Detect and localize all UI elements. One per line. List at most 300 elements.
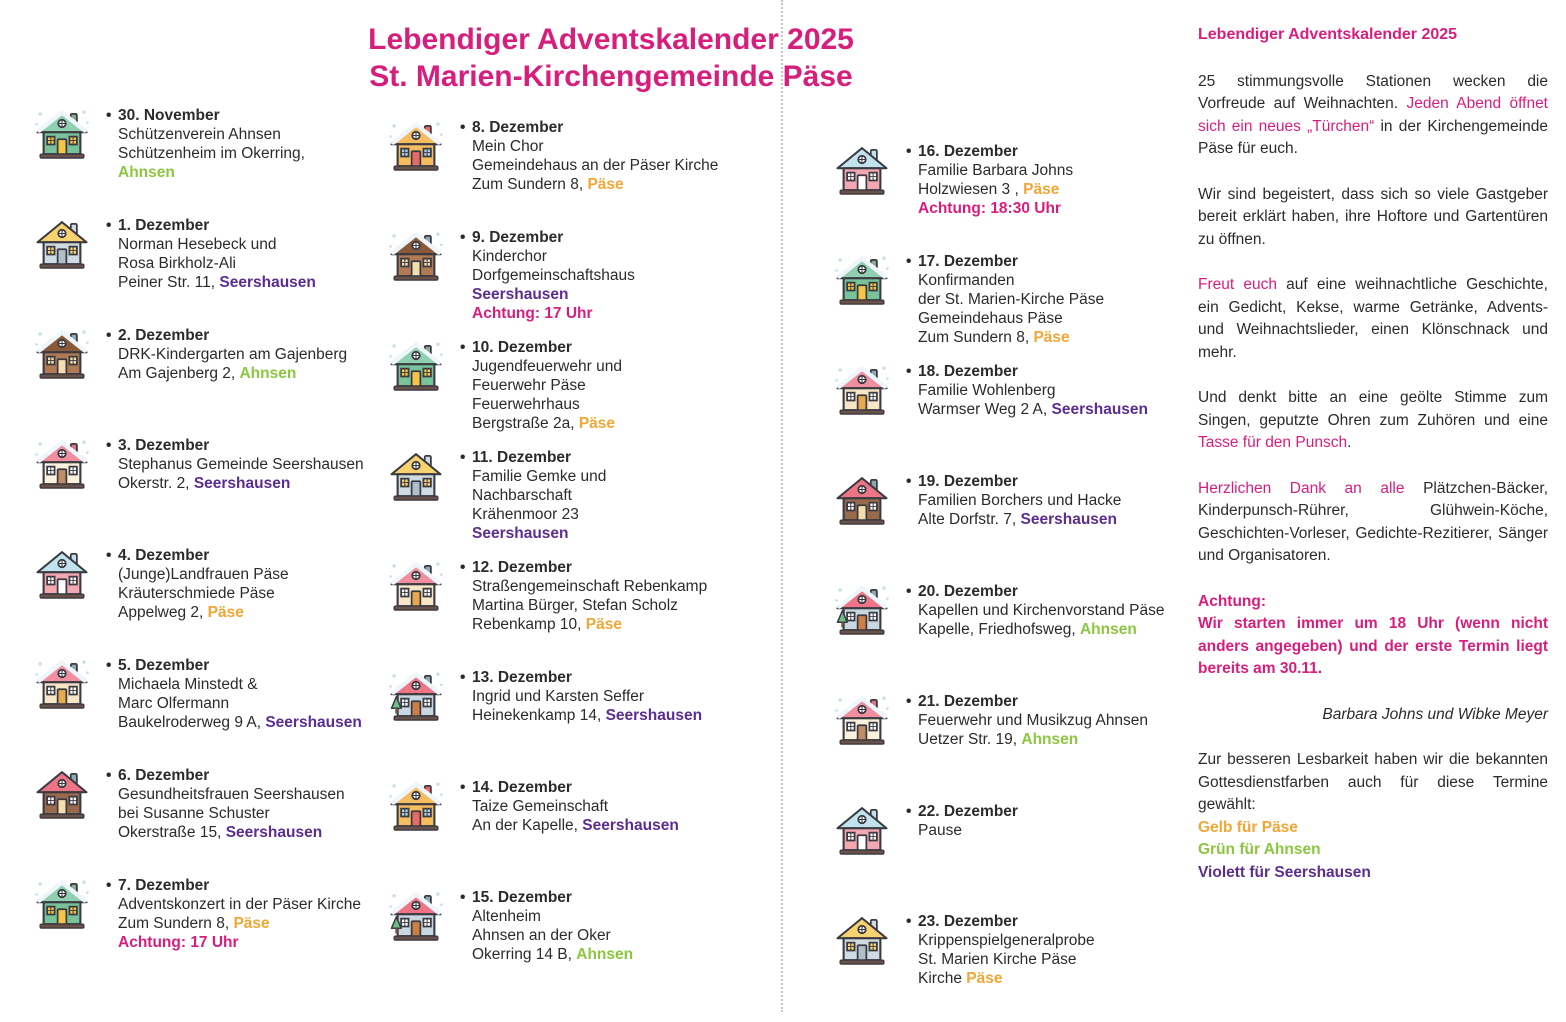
calendar-entry — [834, 802, 1190, 912]
entry-text — [906, 802, 1018, 840]
entry-line — [472, 285, 635, 304]
entry-date — [106, 216, 316, 235]
entry-line — [118, 565, 289, 584]
entry-line — [918, 711, 1148, 730]
house-icon — [34, 656, 92, 712]
bullet-icon: • — [460, 559, 466, 576]
entry-text — [460, 558, 707, 634]
text-segment: An der Kapelle, — [472, 817, 583, 834]
text-segment: Appelweg 2, — [118, 604, 208, 621]
entry-text — [460, 888, 633, 964]
text-segment: Adventskonzert in der Päser Kirche — [118, 896, 361, 913]
entry-line — [472, 615, 707, 634]
text-segment: Achtung: 17 Uhr — [118, 934, 239, 951]
entry-date-label: 13. Dezember — [472, 669, 572, 686]
text-segment: Martina Bürger, Stefan Scholz — [472, 597, 678, 614]
entry-date-label: 8. Dezember — [472, 119, 564, 136]
entry-line — [118, 914, 361, 933]
text-segment: Rosa Birkholz-Ali — [118, 255, 237, 272]
entry-date-label: 14. Dezember — [472, 779, 572, 796]
entry-text — [460, 448, 606, 543]
entry-date-label: 19. Dezember — [918, 473, 1018, 490]
entry-line — [118, 254, 316, 273]
text-segment: Ahnsen — [576, 946, 634, 963]
text-segment: Familie Barbara Johns — [918, 162, 1074, 179]
bullet-icon: • — [106, 657, 112, 674]
house-icon — [388, 778, 446, 834]
entry-line — [472, 687, 702, 706]
text-segment: Herzlichen Dank an alle — [1198, 479, 1405, 497]
bullet-icon: • — [460, 779, 466, 796]
text-segment: auf eine weihnachtliche Geschichte, ein Gedicht, Kekse, warme Getränke, Advents- und Weihnachtslieder, einen Klönschnack und mehr. — [1198, 276, 1548, 361]
entry-date-label: 6. Dezember — [118, 767, 210, 784]
entry-line — [918, 161, 1073, 180]
paragraph-line — [1198, 387, 1548, 455]
entry-line — [118, 345, 347, 364]
entry-text — [106, 766, 345, 842]
entry-line — [118, 713, 362, 732]
entry-text — [460, 338, 622, 433]
paragraph-line — [1198, 71, 1548, 161]
entry-date — [460, 448, 606, 467]
entry-date-label: 5. Dezember — [118, 657, 210, 674]
entry-line — [472, 524, 606, 543]
entry-date — [906, 472, 1121, 491]
text-segment: Päse — [233, 915, 270, 932]
paragraph-line — [1198, 817, 1548, 840]
entry-line — [472, 414, 622, 433]
text-segment: Krippenspielgeneralprobe — [918, 932, 1095, 949]
text-segment: Heinekenkamp 14, — [472, 707, 606, 724]
text-segment: Päse — [207, 604, 244, 621]
text-segment: Seershausen — [1020, 511, 1118, 528]
entry-line — [118, 895, 361, 914]
entry-text — [106, 436, 364, 493]
text-segment: Am Gajenberg 2, — [118, 365, 240, 382]
entry-line — [472, 486, 606, 505]
entry-date-label: 17. Dezember — [918, 253, 1018, 270]
entry-line — [918, 400, 1148, 419]
entry-line — [472, 156, 718, 175]
entry-text — [906, 912, 1095, 988]
paragraph-line — [1198, 591, 1548, 614]
entry-line — [918, 950, 1095, 969]
bullet-icon: • — [906, 473, 912, 490]
entry-date — [106, 546, 289, 565]
entry-text — [460, 778, 679, 835]
entry-date — [460, 558, 707, 577]
text-segment: Kräuterschmiede Päse — [118, 585, 275, 602]
entry-text — [906, 472, 1121, 529]
entry-text — [106, 216, 316, 292]
entry-line — [472, 926, 633, 945]
text-segment: Violett für Seershausen — [1198, 863, 1371, 881]
entry-line — [472, 706, 702, 725]
text-segment: Zur besseren Lesbarkeit haben wir die bekannten Gottesdienstfarben auch für diese Termine gewählt: — [1198, 751, 1548, 813]
entry-text — [906, 582, 1164, 639]
house-icon — [388, 448, 446, 504]
text-segment: Familie Gemke und — [472, 468, 607, 485]
entry-date-label: 22. Dezember — [918, 803, 1018, 820]
house-icon — [834, 252, 892, 308]
text-segment: Zum Sundern 8, — [472, 176, 588, 193]
entry-line — [118, 933, 361, 952]
entry-text — [106, 326, 347, 383]
calendar-entry — [834, 362, 1190, 472]
text-segment: Nachbarschaft — [472, 487, 572, 504]
info-paragraph — [1198, 274, 1548, 364]
bullet-icon: • — [460, 449, 466, 466]
text-segment: Schützenheim im Okerring, — [118, 145, 305, 162]
entry-date-label: 30. November — [118, 107, 220, 124]
text-segment: Warmser Weg 2 A, — [918, 401, 1052, 418]
house-icon — [34, 436, 92, 492]
entry-line — [118, 603, 289, 622]
text-segment: Okerstr. 2, — [118, 475, 194, 492]
house-icon — [388, 558, 446, 614]
info-panel-heading: Lebendiger Adventskalender 2025 — [1198, 26, 1458, 43]
entry-date-label: 15. Dezember — [472, 889, 572, 906]
calendar-entry — [388, 668, 744, 778]
entry-date-label: 18. Dezember — [918, 363, 1018, 380]
entry-line — [918, 969, 1095, 988]
text-segment: Jeden Abend öffnet sich ein neues „Türchen“ — [1198, 95, 1548, 135]
paragraph-line — [1198, 478, 1548, 568]
text-segment: Bergstraße 2a, — [472, 415, 579, 432]
text-segment: Ahnsen an der Oker — [472, 927, 611, 944]
calendar-entry — [388, 118, 744, 228]
calendar-entry — [34, 876, 390, 986]
text-segment: Alte Dorfstr. 7, — [918, 511, 1021, 528]
fold-line — [781, 0, 783, 1012]
entry-date-label: 11. Dezember — [472, 449, 572, 466]
house-icon — [34, 876, 92, 932]
calendar-entry — [388, 888, 744, 998]
calendar-entry — [834, 252, 1190, 362]
entry-line — [472, 395, 622, 414]
entry-line — [918, 309, 1104, 328]
text-segment: St. Marien Kirche Päse — [918, 951, 1077, 968]
house-icon — [834, 472, 892, 528]
calendar-entry — [34, 106, 390, 216]
text-segment: DRK-Kindergarten am Gajenberg — [118, 346, 348, 363]
entry-date-label: 1. Dezember — [118, 217, 210, 234]
info-paragraph — [1198, 591, 1548, 681]
entry-date — [106, 326, 347, 345]
calendar-entry — [834, 912, 1190, 1022]
page-title-line2: St. Marien-Kirchengemeinde Päse — [369, 59, 853, 93]
bullet-icon: • — [106, 877, 112, 894]
house-icon — [34, 546, 92, 602]
entry-text — [106, 106, 305, 182]
entry-line — [918, 491, 1121, 510]
bullet-icon: • — [906, 583, 912, 600]
bullet-icon: • — [460, 889, 466, 906]
entry-date — [460, 888, 633, 907]
calendar-entry — [388, 778, 744, 888]
entry-line — [918, 620, 1164, 639]
entry-text — [106, 546, 289, 622]
entry-date — [106, 436, 364, 455]
text-segment: Okerstraße 15, — [118, 824, 226, 841]
house-icon — [834, 912, 892, 968]
entry-date-label: 20. Dezember — [918, 583, 1018, 600]
entry-text — [460, 668, 702, 725]
calendar-entry — [34, 436, 390, 546]
entry-line — [472, 505, 606, 524]
entry-line — [472, 907, 633, 926]
text-segment: in der Kirchengemeinde Päse für euch. — [1198, 117, 1548, 157]
entry-text — [106, 876, 361, 952]
entry-line — [118, 455, 364, 474]
text-segment: Achtung: 17 Uhr — [472, 305, 593, 322]
text-segment: Seershausen — [1051, 401, 1149, 418]
entry-date-label: 10. Dezember — [472, 339, 572, 356]
entry-date — [460, 228, 635, 247]
paragraph-line — [1198, 839, 1548, 862]
entry-text — [906, 362, 1148, 419]
text-segment: Zum Sundern 8, — [118, 915, 234, 932]
entry-line — [472, 376, 622, 395]
text-segment: Päse — [578, 415, 616, 432]
text-segment: Seershausen — [265, 714, 362, 731]
text-segment: Tasse für den Punsch — [1198, 434, 1348, 451]
entry-line — [918, 271, 1104, 290]
entry-date — [906, 142, 1073, 161]
bullet-icon: • — [906, 803, 912, 820]
text-segment: Feuerwehr Päse — [472, 377, 586, 394]
entry-line — [472, 797, 679, 816]
house-icon — [834, 582, 892, 638]
text-segment: Taize Gemeinschaft — [472, 798, 609, 815]
info-paragraph — [1198, 71, 1548, 161]
text-segment: 25 stimmungsvolle Stationen wecken die Vorfreude auf Weihnachten. — [1198, 72, 1548, 112]
house-icon — [34, 106, 92, 162]
text-segment: Kinderchor — [472, 248, 547, 265]
entry-date-label: 21. Dezember — [918, 693, 1018, 710]
bullet-icon: • — [906, 253, 912, 270]
text-segment: Uetzer Str. 19, — [918, 731, 1022, 748]
entry-line — [472, 596, 707, 615]
text-segment: Pause — [918, 822, 962, 839]
entry-line — [118, 163, 305, 182]
house-icon — [388, 888, 446, 944]
entry-line — [472, 304, 635, 323]
entry-text — [460, 228, 635, 323]
text-segment: Familien Borchers und Hacke — [918, 492, 1122, 509]
entry-date — [906, 582, 1164, 601]
entry-text — [906, 252, 1104, 347]
entry-text — [460, 118, 718, 194]
entry-line — [918, 601, 1164, 620]
text-segment: Freut euch — [1198, 276, 1277, 293]
entry-text — [106, 656, 362, 732]
text-segment: Feuerwehrhaus — [472, 396, 580, 413]
text-segment: Päse — [1023, 181, 1060, 198]
text-segment: Wir starten immer um 18 Uhr (wenn nicht anders angegeben) und der erste Termin liegt bereits am 30.11. — [1198, 615, 1548, 677]
text-segment: Seershausen — [219, 274, 316, 291]
text-segment: Kirche — [918, 970, 967, 987]
text-segment: Kapelle, Friedhofsweg, — [918, 621, 1080, 638]
text-segment: Feuerwehr und Musikzug Ahnsen — [918, 712, 1149, 729]
text-segment: Seershausen — [472, 525, 569, 542]
house-icon — [834, 362, 892, 418]
bullet-icon: • — [106, 217, 112, 234]
entry-date — [460, 778, 679, 797]
entry-date — [906, 912, 1095, 931]
info-paragraph — [1198, 704, 1548, 727]
calendar-entry — [34, 656, 390, 766]
entry-date-label: 9. Dezember — [472, 229, 564, 246]
calendar-entry — [834, 142, 1190, 252]
entry-line — [118, 584, 289, 603]
text-segment: Päse — [1033, 329, 1070, 346]
calendar-entry — [388, 338, 744, 448]
entry-line — [918, 381, 1148, 400]
text-segment: Barbara Johns und Wibke Meyer — [1322, 705, 1548, 723]
entry-line — [118, 125, 305, 144]
calendar-entry — [834, 692, 1190, 802]
entry-date — [106, 766, 345, 785]
entry-line — [918, 290, 1104, 309]
text-segment: Peiner Str. 11, — [118, 274, 220, 291]
entry-line — [918, 199, 1073, 218]
text-segment: Ahnsen — [1021, 731, 1079, 748]
calendar-entry — [34, 766, 390, 876]
calendar-entry — [388, 448, 744, 558]
bullet-icon: • — [106, 437, 112, 454]
text-segment: Dorfgemeinschaftshaus — [472, 267, 635, 284]
entry-date — [906, 362, 1148, 381]
house-icon — [34, 326, 92, 382]
entry-line — [472, 357, 622, 376]
calendar-entry — [34, 326, 390, 436]
paragraph-line — [1198, 274, 1548, 364]
house-icon — [834, 142, 892, 198]
house-icon — [34, 216, 92, 272]
entry-line — [118, 785, 345, 804]
text-segment: . — [1347, 434, 1352, 451]
calendar-entry — [388, 228, 744, 338]
text-segment: Gemeindehaus Päse — [918, 310, 1063, 327]
text-segment: Gelb für Päse — [1198, 818, 1298, 836]
entry-line — [472, 175, 718, 194]
calendar-entry — [834, 472, 1190, 582]
house-icon — [388, 338, 446, 394]
entry-line — [472, 816, 679, 835]
text-segment: Seershausen — [472, 286, 569, 303]
entry-line — [118, 804, 345, 823]
entry-date-label: 7. Dezember — [118, 877, 210, 894]
text-segment: Seershausen — [605, 707, 703, 724]
entry-line — [118, 823, 345, 842]
info-panel — [1198, 24, 1548, 907]
text-segment: Konfirmanden — [918, 272, 1015, 289]
bullet-icon: • — [906, 363, 912, 380]
entry-date — [906, 692, 1148, 711]
info-paragraph — [1198, 387, 1548, 455]
entry-date — [106, 106, 305, 125]
entry-line — [472, 137, 718, 156]
calendar-entry — [388, 558, 744, 668]
text-segment: Grün für Ahnsen — [1198, 841, 1321, 858]
info-paragraph — [1198, 478, 1548, 568]
text-segment: Altenheim — [472, 908, 541, 925]
bullet-icon: • — [106, 327, 112, 344]
text-segment: Ahnsen — [239, 365, 297, 382]
entry-line — [118, 694, 362, 713]
entry-date — [906, 802, 1018, 821]
entry-line — [118, 364, 347, 383]
text-segment: Straßengemeinschaft Rebenkamp — [472, 578, 708, 595]
text-segment: Seershausen — [582, 817, 679, 834]
house-icon — [34, 766, 92, 822]
bullet-icon: • — [906, 143, 912, 160]
text-segment: Holzwiesen 3 , — [918, 181, 1024, 198]
text-segment: Mein Chor — [472, 138, 544, 155]
entry-date-label: 12. Dezember — [472, 559, 572, 576]
bullet-icon: • — [106, 107, 112, 124]
text-segment: (Junge)Landfrauen Päse — [118, 566, 289, 583]
entry-line — [918, 510, 1121, 529]
paragraph-line — [1198, 704, 1548, 727]
calendar-column-2 — [388, 118, 744, 998]
text-segment: Marc Olfermann — [118, 695, 230, 712]
entry-line — [918, 730, 1148, 749]
text-segment: der St. Marien-Kirche Päse — [918, 291, 1105, 308]
text-segment: Krähenmoor 23 — [472, 506, 579, 523]
entry-date-label: 2. Dezember — [118, 327, 210, 344]
text-segment: bei Susanne Schuster — [118, 805, 270, 822]
paragraph-line — [1198, 613, 1548, 681]
entry-date — [106, 656, 362, 675]
house-icon — [834, 692, 892, 748]
entry-line — [918, 328, 1104, 347]
entry-date — [906, 252, 1104, 271]
text-segment: Und denkt bitte an eine geölte Stimme zum Singen, geputzte Ohren zum Zuhören und eine — [1198, 389, 1548, 429]
text-segment: Michaela Minstedt & — [118, 676, 258, 693]
entry-line — [118, 273, 316, 292]
entry-text — [906, 142, 1073, 218]
entry-date-label: 4. Dezember — [118, 547, 210, 564]
entry-date-label: 16. Dezember — [918, 143, 1018, 160]
info-panel-paragraphs — [1198, 71, 1548, 885]
calendar-entry — [834, 582, 1190, 692]
entry-line — [118, 144, 305, 163]
text-segment: Stephanus Gemeinde Seershausen — [118, 456, 364, 473]
entry-date — [106, 876, 361, 895]
entry-line — [472, 577, 707, 596]
entry-line — [472, 945, 633, 964]
entry-date — [460, 668, 702, 687]
text-segment: Schützenverein Ahnsen — [118, 126, 281, 143]
page-title-line1: Lebendiger Adventskalender 2025 — [368, 23, 854, 56]
paragraph-line — [1198, 749, 1548, 817]
bullet-icon: • — [460, 339, 466, 356]
calendar-column-3 — [834, 142, 1190, 1022]
text-segment: Seershausen — [193, 475, 291, 492]
paragraph-line — [1198, 184, 1548, 252]
entry-line — [118, 675, 362, 694]
calendar-entry — [34, 546, 390, 656]
entry-line — [918, 821, 1018, 840]
info-paragraph — [1198, 184, 1548, 252]
paragraph-line — [1198, 862, 1548, 885]
calendar-column-1 — [34, 106, 390, 986]
text-segment: Achtung: — [1198, 592, 1267, 610]
text-segment: Kapellen und Kirchenvorstand Päse — [918, 602, 1165, 619]
entry-line — [472, 467, 606, 486]
